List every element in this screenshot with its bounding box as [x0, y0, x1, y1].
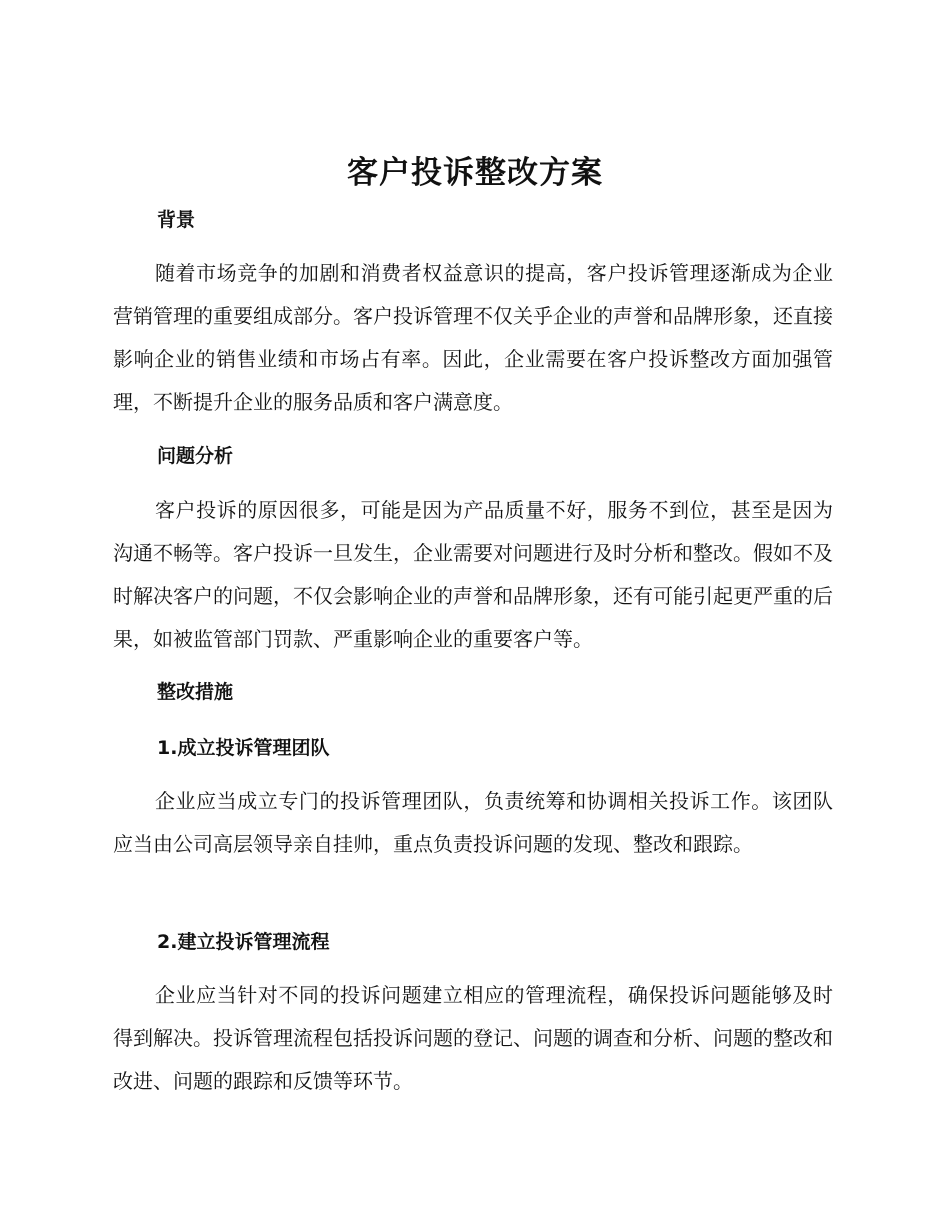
paragraph-measure-2: 企业应当针对不同的投诉问题建立相应的管理流程，确保投诉问题能够及时得到解决。投诉管理流程包括投诉问题的登记、问题的调查和分析、问题的整改和改进、问题的跟踪和反馈等环节。	[113, 983, 833, 1093]
paragraph-analysis: 客户投诉的原因很多，可能是因为产品质量不好，服务不到位，甚至是因为沟通不畅等。客户投诉一旦发生，企业需要对问题进行及时分析和整改。假如不及时解决客户的问题，不仅会影响企业的声誉和品牌形象，还有可能引起更严重的后果，如被监管部门罚款、严重影响企业的重要客户等。	[113, 498, 833, 651]
paragraph-background: 随着市场竞争的加剧和消费者权益意识的提高，客户投诉管理逐渐成为企业营销管理的重要组成部分。客户投诉管理不仅关乎企业的声誉和品牌形象，还直接影响企业的销售业绩和市场占有率。因此，企业需要在客户投诉整改方面加强管理，不断提升企业的服务品质和客户满意度。	[113, 261, 833, 414]
section-heading-background: 背景	[157, 209, 196, 231]
paragraph-measure-1: 企业应当成立专门的投诉管理团队，负责统筹和协调相关投诉工作。该团队应当由公司高层领导亲自挂帅，重点负责投诉问题的发现、整改和跟踪。	[113, 789, 833, 856]
section-heading-analysis: 问题分析	[157, 445, 234, 467]
subsection-heading-2: 2.建立投诉管理流程	[157, 931, 330, 953]
section-heading-measures: 整改措施	[157, 681, 234, 703]
subsection-heading-1: 1.成立投诉管理团队	[157, 737, 330, 759]
document-title: 客户投诉整改方案	[347, 155, 603, 191]
